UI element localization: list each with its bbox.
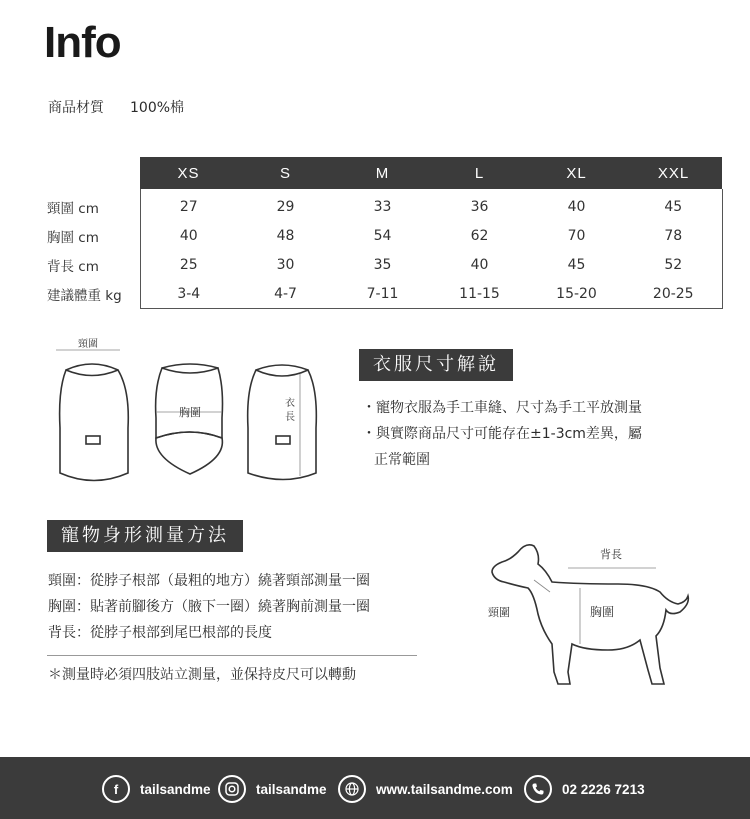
garment-tag <box>276 436 290 444</box>
size-notes <box>362 395 692 473</box>
size-header-l: L <box>431 157 528 189</box>
garment-neck-collar <box>66 364 118 370</box>
size-header-xl: XL <box>528 157 625 189</box>
table-cell: 29 <box>276 198 295 215</box>
table-cell: 4-7 <box>237 279 334 309</box>
footer-website[interactable] <box>338 775 513 803</box>
table-cell: 15-20 <box>528 279 625 309</box>
measure-line-neck: 頸圍：從脖子根部（最粗的地方）繞著頸部測量一圈 <box>48 573 370 589</box>
row-label: 胸圍 cm <box>47 229 99 246</box>
instagram-icon <box>218 775 246 803</box>
table-row <box>45 189 722 221</box>
footer-phone[interactable] <box>524 775 645 803</box>
size-section-title: 衣服尺寸解說 <box>359 349 513 381</box>
table-cell: 35 <box>373 256 392 273</box>
table-corner <box>45 157 140 189</box>
row-label: 頸圍 cm <box>47 200 99 217</box>
table-cell: 7-11 <box>334 279 431 309</box>
measure-line-back: 背長：從脖子根部到尾巴根部的長度 <box>48 625 272 641</box>
neck-measure-line <box>534 580 550 592</box>
table-cell: 45 <box>625 189 722 221</box>
table-cell: 45 <box>567 256 586 273</box>
table-cell: 20-25 <box>625 279 722 309</box>
footer-instagram-text: tailsandme <box>256 781 327 797</box>
row-label: 背長 cm <box>47 258 99 275</box>
table-cell: 33 <box>373 198 392 215</box>
row-label: 建議體重 kg <box>47 287 122 304</box>
table-cell: 48 <box>276 227 295 244</box>
table-cell: 3-4 <box>140 279 237 309</box>
table-cell: 27 <box>140 189 237 221</box>
table-cell: 30 <box>276 256 295 273</box>
globe-icon <box>338 775 366 803</box>
size-note: ・寵物衣服為手工車縫、尺寸為手工平放測量 <box>362 400 642 416</box>
table-cell: 62 <box>470 227 489 244</box>
garment-length-label-1: 衣 <box>285 398 295 409</box>
material-label: 商品材質 <box>48 100 104 116</box>
garment-tag <box>86 436 100 444</box>
table-cell: 25 <box>140 250 237 279</box>
table-row <box>45 221 722 250</box>
size-header-xs: XS <box>140 157 237 189</box>
garment-neck-label: 頸圍 <box>78 339 98 350</box>
garment-chest-hem <box>156 432 223 474</box>
table-cell: 11-15 <box>431 279 528 309</box>
table-cell: 54 <box>373 227 392 244</box>
garment-length-label-2: 長 <box>285 412 295 423</box>
garment-length-shape <box>248 370 317 480</box>
size-header-row <box>45 157 722 189</box>
garment-chest-collar <box>162 364 218 368</box>
footer-instagram[interactable] <box>218 775 327 803</box>
phone-icon <box>524 775 552 803</box>
footer-phone-text: 02 2226 7213 <box>562 781 645 797</box>
table-cell: 36 <box>470 198 489 215</box>
table-cell: 40 <box>470 256 489 273</box>
size-header-s: S <box>237 157 334 189</box>
size-note: 正常範圍 <box>374 452 430 468</box>
garment-neck-shape <box>60 370 129 481</box>
table-cell: 40 <box>140 221 237 250</box>
dog-diagram <box>488 540 698 690</box>
table-row <box>45 250 722 279</box>
garment-chest-shape <box>156 368 223 438</box>
page-title: Info <box>44 18 121 67</box>
garment-length-collar <box>256 365 308 370</box>
measure-section-title: 寵物身形測量方法 <box>47 520 243 552</box>
dog-chest-label: 胸圍 <box>590 605 615 619</box>
footer-facebook[interactable] <box>102 775 211 803</box>
size-header-m: M <box>334 157 431 189</box>
size-table <box>45 157 723 309</box>
table-cell: 78 <box>625 221 722 250</box>
garment-chest-label: 胸圍 <box>179 406 201 419</box>
table-row <box>45 279 722 309</box>
measure-line-chest: 胸圍：貼著前腳後方（腋下一圈）繞著胸前測量一圈 <box>48 599 370 615</box>
footer-website-text: www.tailsandme.com <box>376 781 513 797</box>
divider <box>47 655 417 656</box>
facebook-icon: f <box>102 775 130 803</box>
material-info <box>48 97 184 117</box>
footer-facebook-text: tailsandme <box>140 781 211 797</box>
dog-back-label: 背長 <box>600 548 622 561</box>
measure-instructions <box>48 568 370 646</box>
table-cell: 52 <box>625 250 722 279</box>
size-header-xxl: XXL <box>625 157 722 189</box>
measure-note: ＊測量時必須四肢站立測量，並保持皮尺可以轉動 <box>48 667 356 683</box>
table-cell: 40 <box>567 198 586 215</box>
material-value: 100%棉 <box>130 100 185 116</box>
dog-neck-label: 頸圍 <box>488 606 510 619</box>
footer <box>0 757 750 819</box>
garment-diagrams <box>50 338 330 488</box>
table-cell: 70 <box>567 227 586 244</box>
size-note: ・與實際商品尺寸可能存在±1-3cm差異，屬 <box>362 426 642 442</box>
